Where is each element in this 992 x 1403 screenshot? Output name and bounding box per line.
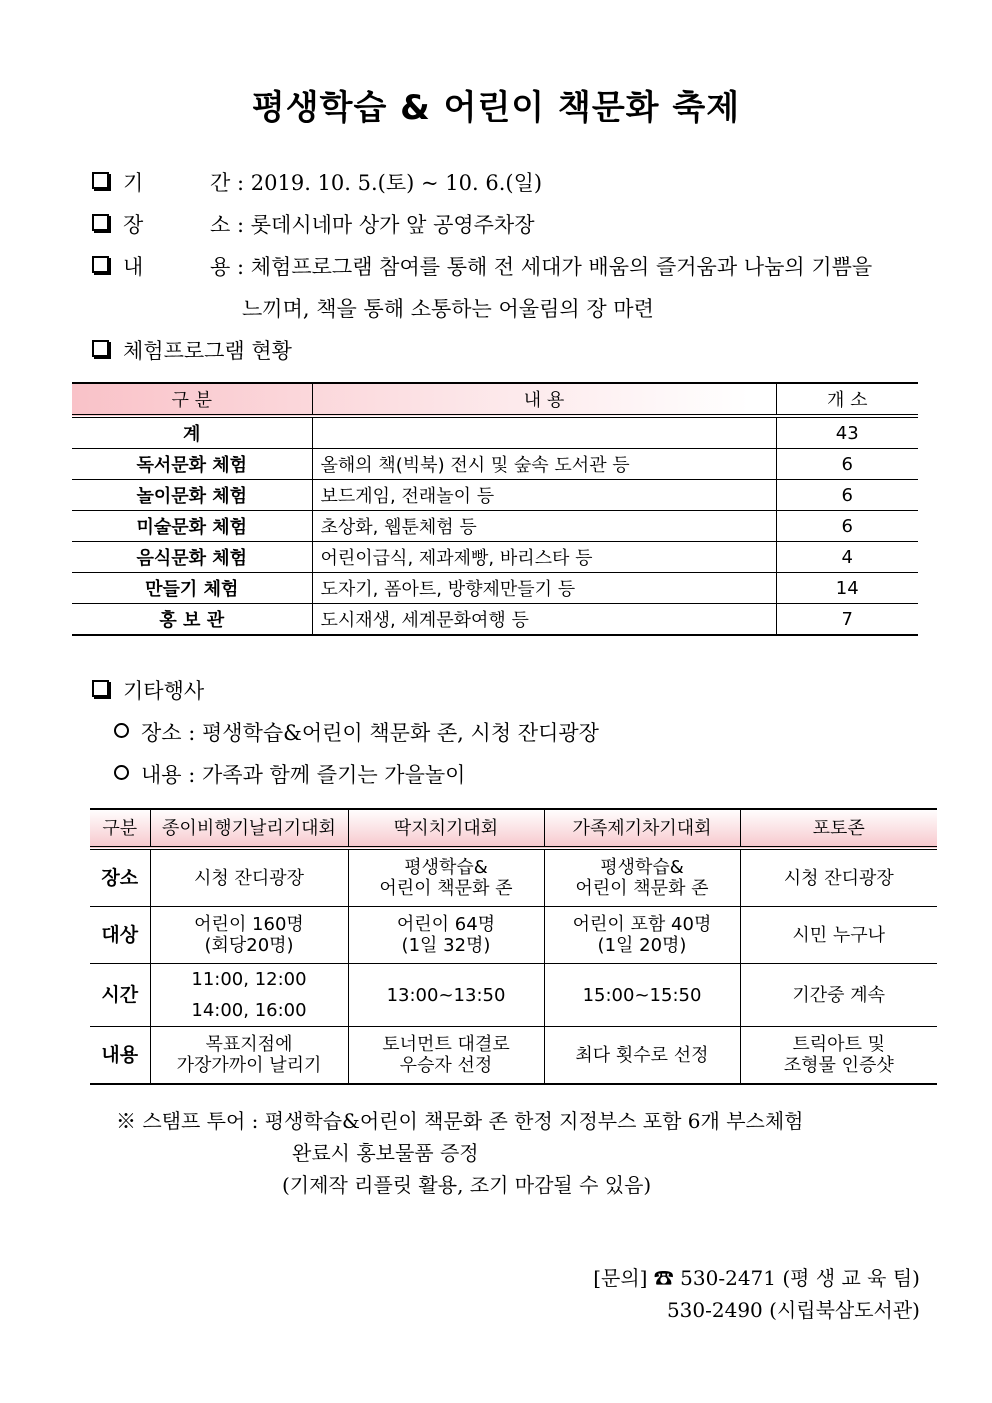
row-label: 장소 <box>90 848 150 907</box>
content-row <box>92 252 872 282</box>
stamp-note-line1: ※ 스탬프 투어 : 평생학습&어린이 책문화 존 한정 지정부스 포함 6개 부스체험 <box>116 1109 804 1133</box>
event-cell <box>740 964 937 1027</box>
period-value: : 2019. 10. 5.(토) ~ 10. 6.(일) <box>237 171 543 195</box>
event-cell <box>544 848 740 907</box>
program-table-header <box>72 383 918 416</box>
cell-line: 어린이 64명 <box>396 914 496 935</box>
cell-line: 어린이 포함 40명 <box>572 914 712 935</box>
checkbox-square-icon <box>92 340 109 357</box>
event-cell <box>348 964 544 1027</box>
row-category: 놀이문화 체험 <box>72 480 312 511</box>
checkbox-square-icon <box>92 214 109 231</box>
row-category: 음식문화 체험 <box>72 542 312 573</box>
cell-line: 13:00~13:50 <box>386 984 506 1006</box>
cell-line: 어린이 160명 <box>194 914 304 935</box>
content-value-2: 느끼며, 책을 통해 소통하는 어울림의 장 마련 <box>242 297 654 321</box>
header-event: 종이비행기날리기대회 <box>150 809 348 848</box>
checkbox-square-icon <box>92 172 109 189</box>
header-count: 개 소 <box>776 383 918 416</box>
cell-line: 14:00, 16:00 <box>191 1000 307 1021</box>
header-category: 구 분 <box>72 383 312 416</box>
circle-bullet-icon <box>114 765 129 780</box>
row-count: 6 <box>776 480 918 511</box>
event-cell <box>544 964 740 1027</box>
cell-line: 어린이 책문화 존 <box>575 878 709 899</box>
row-category: 미술문화 체험 <box>72 511 312 542</box>
table-row <box>90 1027 937 1085</box>
table-row <box>72 573 918 604</box>
cell-line: 트릭아트 및 <box>792 1034 886 1055</box>
row-category: 만들기 체험 <box>72 573 312 604</box>
row-content: 보드게임, 전래놀이 등 <box>312 480 776 511</box>
contact-line2: 530-2490 (시립북삼도서관) <box>666 1298 920 1322</box>
cell-line: 가장가까이 날리기 <box>176 1055 322 1076</box>
cell-line: 11:00, 12:00 <box>191 969 307 990</box>
row-content: 어린이급식, 제과제빵, 바리스타 등 <box>312 542 776 573</box>
cell-line: 기간중 계속 <box>792 984 886 1006</box>
cell-line: 시청 잔디광장 <box>193 867 305 889</box>
other-place: 장소 : 평생학습&어린이 책문화 존, 시청 잔디광장 <box>141 721 599 745</box>
other-heading: 기타행사 <box>123 679 205 703</box>
row-count: 14 <box>776 573 918 604</box>
row-count: 4 <box>776 542 918 573</box>
header-event: 가족제기차기대회 <box>544 809 740 848</box>
table-row <box>72 449 918 480</box>
table-row <box>72 416 918 449</box>
header-event: 딱지치기대회 <box>348 809 544 848</box>
event-cell <box>348 848 544 907</box>
row-category: 홍 보 관 <box>72 604 312 636</box>
cell-line: 어린이 책문화 존 <box>379 878 513 899</box>
table-row <box>90 964 937 1027</box>
row-content: 초상화, 웹툰체험 등 <box>312 511 776 542</box>
header-content: 내 용 <box>312 383 776 416</box>
event-cell <box>544 907 740 964</box>
table-row <box>72 604 918 636</box>
cell-line: 15:00~15:50 <box>582 984 702 1006</box>
cell-line: 평생학습& <box>404 857 488 878</box>
cell-line: (1일 32명) <box>401 935 491 956</box>
event-table-header <box>90 809 937 848</box>
place-row <box>92 210 535 240</box>
stamp-note-line3: (기제작 리플릿 활용, 조기 마감될 수 있음) <box>282 1173 652 1197</box>
row-category: 계 <box>72 416 312 449</box>
other-place-row <box>114 718 599 748</box>
event-cell <box>740 907 937 964</box>
program-heading-row <box>92 336 292 366</box>
row-category: 독서문화 체험 <box>72 449 312 480</box>
row-count: 43 <box>776 416 918 449</box>
content-label: 내 용 <box>123 255 231 279</box>
period-row <box>92 168 542 198</box>
other-content: 내용 : 가족과 함께 즐기는 가을놀이 <box>141 763 466 787</box>
header-label: 구분 <box>90 809 150 848</box>
cell-line: 최다 횟수로 선정 <box>575 1044 709 1066</box>
row-count: 6 <box>776 449 918 480</box>
event-cell <box>150 1027 348 1085</box>
table-row <box>90 848 937 907</box>
checkbox-square-icon <box>92 680 109 697</box>
header-event: 포토존 <box>740 809 937 848</box>
row-count: 7 <box>776 604 918 636</box>
other-content-row <box>114 760 465 790</box>
cell-line: (회당20명) <box>204 935 294 956</box>
event-table <box>90 808 937 1085</box>
cell-line: 조형물 인증샷 <box>783 1055 894 1076</box>
place-label: 장 소 <box>123 213 231 237</box>
event-cell <box>150 907 348 964</box>
program-table <box>72 382 918 636</box>
event-cell <box>544 1027 740 1085</box>
event-cell <box>348 1027 544 1085</box>
row-content: 도시재생, 세계문화여행 등 <box>312 604 776 636</box>
cell-line: 목표지점에 <box>205 1034 293 1055</box>
table-row <box>90 907 937 964</box>
event-cell <box>740 1027 937 1085</box>
event-cell <box>740 848 937 907</box>
program-heading: 체험프로그램 현황 <box>123 339 292 363</box>
row-content: 도자기, 폼아트, 방향제만들기 등 <box>312 573 776 604</box>
table-row <box>72 511 918 542</box>
table-row <box>72 480 918 511</box>
cell-line: 토너먼트 대결로 <box>382 1034 510 1055</box>
event-cell <box>150 848 348 907</box>
cell-line: 시민 누구나 <box>792 924 886 946</box>
row-label: 시간 <box>90 964 150 1027</box>
row-label: 대상 <box>90 907 150 964</box>
page-title: 평생학습 & 어린이 책문화 축제 <box>251 88 741 128</box>
table-row <box>72 542 918 573</box>
checkbox-square-icon <box>92 256 109 273</box>
row-content: 올해의 책(빅북) 전시 및 숲속 도서관 등 <box>312 449 776 480</box>
content-value-1: : 체험프로그램 참여를 통해 전 세대가 배움의 즐거움과 나눔의 기쁨을 <box>237 255 873 279</box>
cell-line: 우승자 선정 <box>399 1055 493 1076</box>
event-cell <box>348 907 544 964</box>
row-label: 내용 <box>90 1027 150 1085</box>
row-content <box>312 416 776 449</box>
contact-line1: [문의] ☎ 530-2471 (평 생 교 육 팀) <box>593 1266 920 1290</box>
row-count: 6 <box>776 511 918 542</box>
stamp-note-line2: 완료시 홍보물품 증정 <box>292 1141 479 1165</box>
other-heading-row <box>92 676 204 706</box>
cell-line: 시청 잔디광장 <box>783 867 894 889</box>
event-cell <box>150 964 348 1027</box>
cell-line: 평생학습& <box>600 857 684 878</box>
circle-bullet-icon <box>114 723 129 738</box>
cell-line: (1일 20명) <box>597 935 687 956</box>
place-value: : 롯데시네마 상가 앞 공영주차장 <box>237 213 535 237</box>
period-label: 기 간 <box>123 171 231 195</box>
